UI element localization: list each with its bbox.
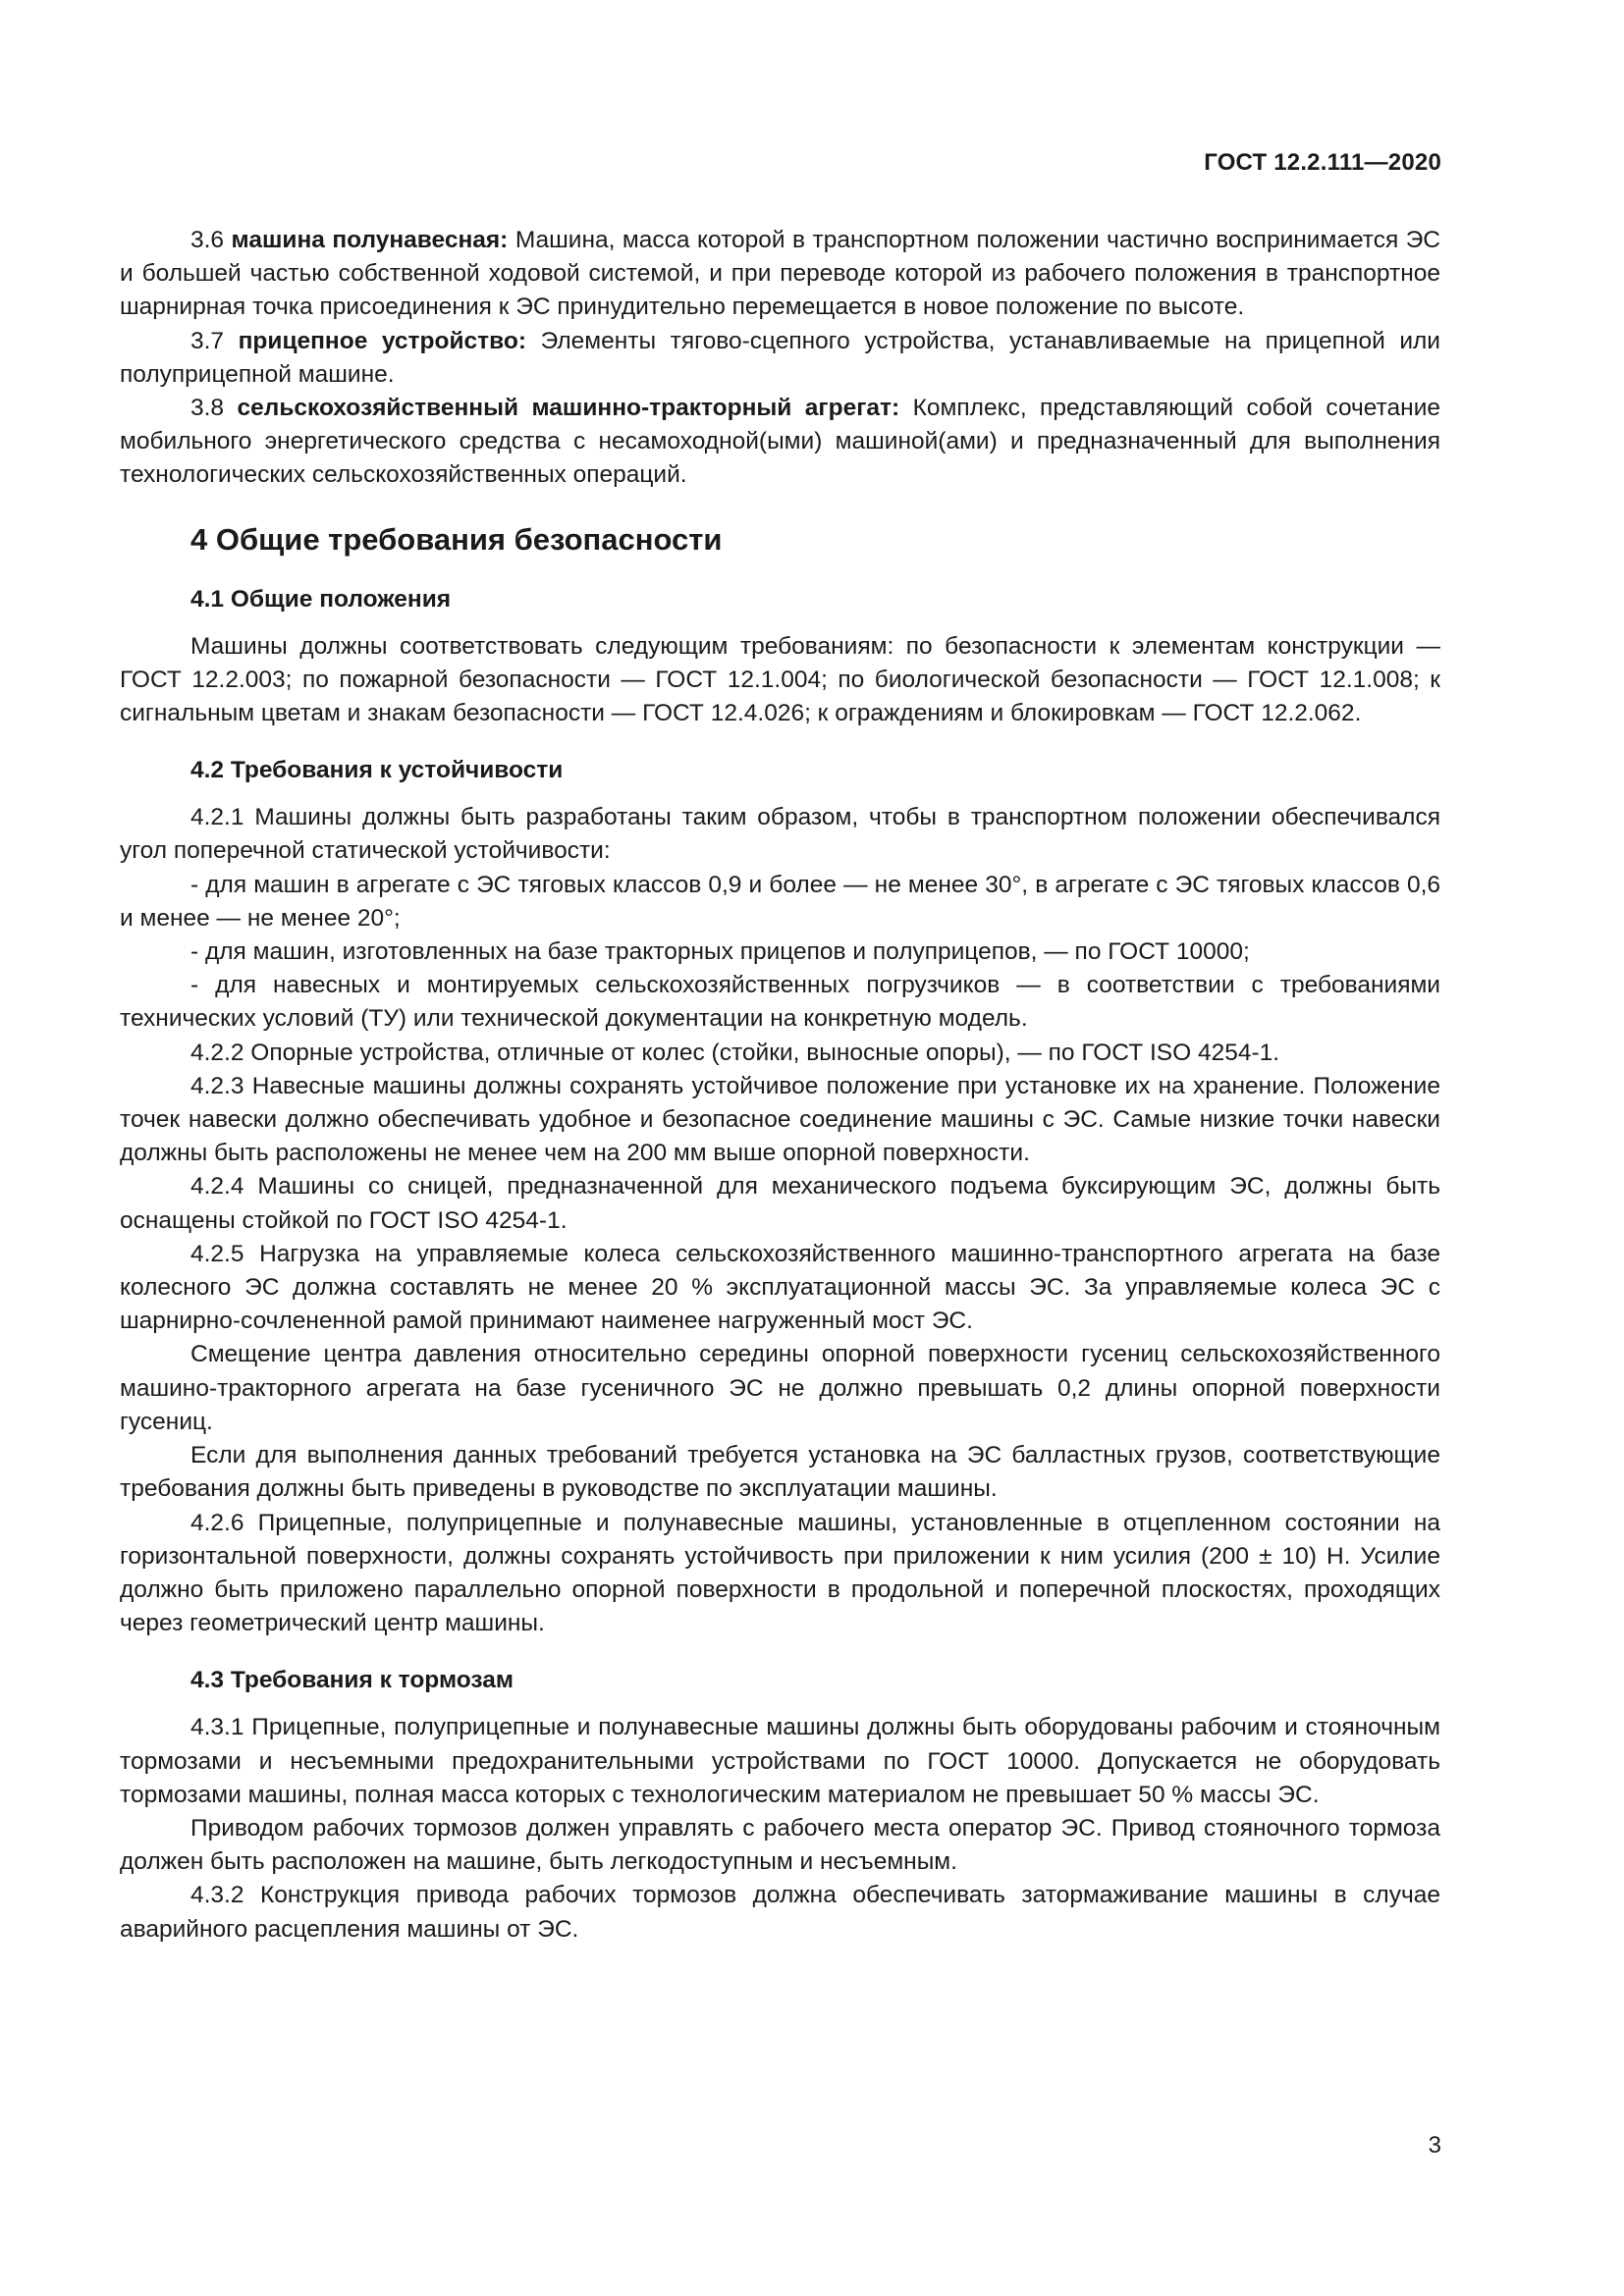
- paragraph-4-2-5-ballast: Если для выполнения данных требований требуется установка на ЭС балластных грузов, соответствующие требования должны быть приведены в руководстве по эксплуатации машины.: [120, 1442, 1440, 1503]
- term-3-8: [120, 392, 1440, 493]
- subsection-4-2-heading: 4.2 Требования к устойчивости: [190, 757, 564, 784]
- term-number: 3.8: [190, 395, 225, 422]
- subsection-4-3-heading: 4.3 Требования к тормозам: [190, 1667, 514, 1694]
- page-number: 3: [1428, 2132, 1441, 2159]
- section-4-heading: 4 Общие требования безопасности: [190, 521, 723, 557]
- term-3-7: [120, 325, 1440, 392]
- document-body: [120, 224, 1440, 1947]
- paragraph-4-3-2: 4.3.2 Конструкция привода рабочих тормозов должна обеспечивать затормаживание машины в случае аварийного расцепления машины от ЭС.: [120, 1882, 1440, 1943]
- term-definition: Машина, масса которой в транспортном положении частично воспринимается ЭС и большей частью собственной ходовой системой, и при переводе которой из рабочего положения в транспортное шарнирная точка присоединения к ЭС принудительно перемещается в новое положение по высоте.: [120, 227, 1440, 321]
- paragraph-4-2-5: 4.2.5 Нагрузка на управляемые колеса сельскохозяйственного машинно-транспортного агрегата на базе колесного ЭС должна составлять не менее 20 % эксплуатационной массы ЭС. За управляемые колеса ЭС с шарнирно-сочлененной рамой принимают наименее нагруженный мост ЭС.: [120, 1240, 1440, 1335]
- paragraph-4-3-1: 4.3.1 Прицепные, полуприцепные и полунавесные машины должны быть оборудованы рабочим и стояночным тормозами и несъемными предохранительными устройствами по ГОСТ 10000. Допускается не оборудовать тормозами машины, полная масса которых с технологическим материалом не превышает 50 % массы ЭС.: [120, 1714, 1440, 1808]
- list-item: - для машин, изготовленных на базе тракторных прицепов и полуприцепов, — по ГОСТ 10000;: [190, 938, 1250, 966]
- standard-code-header: ГОСТ 12.2.111—2020: [1204, 149, 1441, 176]
- term-definition: Комплекс, представляющий собой сочетание мобильного энергетического средства с несамоходной(ыми) машиной(ами) и предназначенный для выполнения технологических сельскохозяйственных операций.: [120, 395, 1441, 489]
- paragraph-4-2-6: 4.2.6 Прицепные, полуприцепные и полунавесные машины, установленные в отцепленном состоянии на горизонтальной поверхности, должны сохранять устойчивость при приложении к ним усилия (200 ± 10) Н. Усилие должно быть приложено параллельно опорной поверхности в продольной и поперечной плоскостях, проходящих через геометрический центр машины.: [120, 1509, 1440, 1637]
- paragraph-4-2-3: 4.2.3 Навесные машины должны сохранять устойчивое положение при установке их на хранение. Положение точек навески должно обеспечивать удобное и безопасное соединение машины с ЭС. Самые низкие точки навески должны быть расположены не менее чем на 200 мм выше опорной поверхности.: [120, 1072, 1440, 1167]
- paragraph-4-1: Машины должны соответствовать следующим требованиям: по безопасности к элементам конструкции — ГОСТ 12.2.003; по пожарной безопасности — ГОСТ 12.1.004; по биологической безопасности — ГОСТ 12.1.008; к сигнальным цветам и знакам безопасности — ГОСТ 12.4.026; к ограждениям и блокировкам — ГОСТ 12.2.062.: [120, 632, 1440, 727]
- paragraph-4-2-5-track: Смещение центра давления относительно середины опорной поверхности гусениц сельскохозяйственного машино-тракторного агрегата на базе гусеничного ЭС не должно превышать 0,2 длины опорной поверхности гусениц.: [120, 1341, 1440, 1435]
- paragraph-4-2-2: 4.2.2 Опорные устройства, отличные от колес (стойки, выносные опоры), — по ГОСТ ISO 4254-1.: [190, 1039, 1280, 1066]
- term-title: сельскохозяйственный машинно-тракторный агрегат:: [237, 395, 900, 422]
- list-item: - для машин в агрегате с ЭС тяговых классов 0,9 и более — не менее 30°, в агрегате с ЭС тяговых классов 0,6 и менее — не менее 20°;: [120, 871, 1440, 932]
- paragraph-4-2-1: 4.2.1 Машины должны быть разработаны таким образом, чтобы в транспортном положении обеспечивался угол поперечной статической устойчивости:: [120, 804, 1440, 865]
- paragraph-4-2-4: 4.2.4 Машины со сницей, предназначенной для механического подъема буксирующим ЭС, должны быть оснащены стойкой по ГОСТ ISO 4254-1.: [120, 1173, 1440, 1234]
- paragraph-4-3-1-drive: Приводом рабочих тормозов должен управлять с рабочего места оператор ЭС. Привод стояночного тормоза должен быть расположен на машине, быть легкодоступным и несъемным.: [120, 1814, 1440, 1876]
- term-definition: Элементы тягово-сцепного устройства, устанавливаемые на прицепной или полуприцепной машине.: [120, 327, 1440, 388]
- term-title: машина полунавесная:: [231, 227, 509, 253]
- list-item: - для навесных и монтируемых сельскохозяйственных погрузчиков — в соответствии с требованиями технических условий (ТУ) или технической документации на конкретную модель.: [120, 972, 1440, 1033]
- term-3-6: [120, 224, 1440, 325]
- term-number: 3.7: [190, 327, 225, 354]
- term-title: прицепное устройство:: [238, 327, 527, 354]
- subsection-4-1-heading: 4.1 Общие положения: [190, 585, 452, 613]
- term-number: 3.6: [190, 227, 225, 253]
